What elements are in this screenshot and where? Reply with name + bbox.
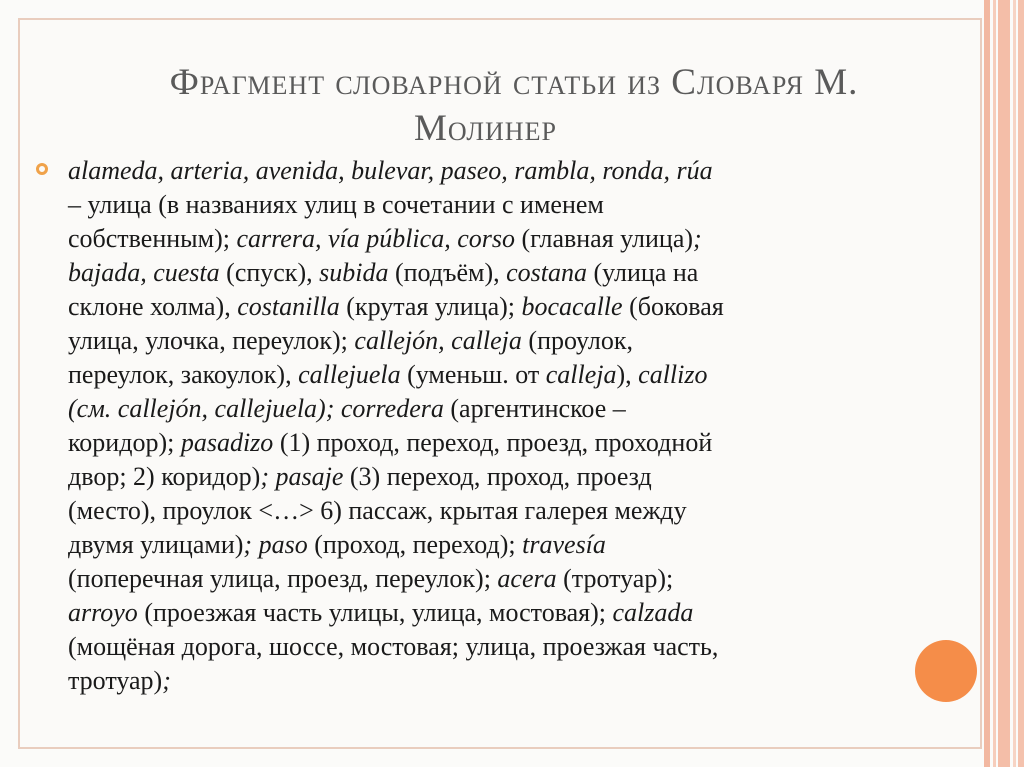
- russian-gloss: (мощёная дорога, шоссе, мостовая; улица, проезжая часть,: [68, 632, 719, 661]
- dictionary-entry-text: [68, 154, 964, 698]
- russian-gloss: (тротуар);: [556, 564, 674, 593]
- russian-gloss: (проезжая часть улицы, улица, мостовая);: [137, 598, 613, 627]
- russian-gloss: переулок, закоулок),: [68, 360, 299, 389]
- russian-gloss: улица, улочка, переулок);: [68, 326, 355, 355]
- spanish-term: ;: [162, 666, 171, 695]
- entry-line: [68, 154, 964, 188]
- entry-line: [68, 426, 964, 460]
- entry-line: [68, 664, 964, 698]
- entry-line: [68, 188, 964, 222]
- stripe: [998, 0, 1010, 767]
- entry-line: [68, 630, 964, 664]
- russian-gloss: собственным);: [68, 224, 237, 253]
- spanish-term: callizo: [638, 360, 708, 389]
- spanish-term: calleja: [545, 360, 617, 389]
- stripe: [993, 0, 996, 767]
- spanish-term: bajada, cuesta: [68, 258, 220, 287]
- entry-line: [68, 392, 964, 426]
- stripe: [1013, 0, 1016, 767]
- entry-line: [68, 494, 964, 528]
- entry-line: [68, 596, 964, 630]
- russian-gloss: тротуар): [68, 666, 163, 695]
- spanish-term: callejón, calleja: [354, 326, 522, 355]
- entry-line: [68, 256, 964, 290]
- spanish-term: ;: [693, 224, 702, 253]
- russian-gloss: (главная улица): [514, 224, 694, 253]
- entry-line: [68, 358, 964, 392]
- spanish-term: subida: [319, 258, 389, 287]
- title-line-1: Фрагмент словарной статьи из Словаря М.: [169, 62, 859, 103]
- russian-gloss: двумя улицами): [68, 530, 244, 559]
- decorative-stripes: [984, 0, 1024, 767]
- entry-line: [68, 460, 964, 494]
- russian-gloss: (подъём),: [388, 258, 507, 287]
- russian-gloss: – улица (в названиях улиц в сочетании с именем: [68, 190, 604, 219]
- russian-gloss: ),: [616, 360, 639, 389]
- spanish-term: acera: [497, 564, 557, 593]
- russian-gloss: (уменьш. от: [400, 360, 546, 389]
- spanish-term: pasadizo: [180, 428, 274, 457]
- spanish-term: callejuela: [298, 360, 401, 389]
- russian-gloss: двор; 2) коридор): [68, 462, 261, 491]
- entry-line: [68, 528, 964, 562]
- russian-gloss: (проулок,: [521, 326, 633, 355]
- slide-title: [64, 60, 964, 152]
- bullet-icon: [36, 163, 48, 175]
- entry-line: [68, 562, 964, 596]
- spanish-term: carrera, vía pública, corso: [236, 224, 515, 253]
- russian-gloss: склоне холма),: [68, 292, 238, 321]
- stripe: [984, 0, 990, 767]
- russian-gloss: (спуск),: [219, 258, 320, 287]
- russian-gloss: (боковая: [622, 292, 724, 321]
- entry-line: [68, 222, 964, 256]
- stripe: [1018, 0, 1024, 767]
- russian-gloss: (крутая улица);: [339, 292, 522, 321]
- entry-line: [68, 324, 964, 358]
- spanish-term: (см. callejón, callejuela); corredera: [68, 394, 444, 423]
- russian-gloss: (место), проулок <…> 6) пассаж, крытая галерея между: [68, 496, 687, 525]
- russian-gloss: (3) переход, проход, проезд: [343, 462, 652, 491]
- spanish-term: ; paso: [243, 530, 308, 559]
- russian-gloss: (поперечная улица, проезд, переулок);: [68, 564, 498, 593]
- orange-circle-decoration: [915, 640, 977, 702]
- title-line-2: Молинер: [414, 108, 557, 149]
- spanish-term: costana: [506, 258, 587, 287]
- spanish-term: ; pasaje: [260, 462, 344, 491]
- spanish-term: costanilla: [237, 292, 340, 321]
- spanish-term: arroyo: [68, 598, 138, 627]
- spanish-term: calzada: [612, 598, 694, 627]
- spanish-term: bocacalle: [521, 292, 623, 321]
- russian-gloss: (проход, переход);: [307, 530, 523, 559]
- russian-gloss: (улица на: [587, 258, 699, 287]
- russian-gloss: (аргентинское –: [443, 394, 626, 423]
- russian-gloss: (1) проход, переход, проезд, проходной: [273, 428, 713, 457]
- russian-gloss: коридор);: [68, 428, 181, 457]
- spanish-term: travesía: [522, 530, 606, 559]
- entry-line: [68, 290, 964, 324]
- spanish-term: alameda, arteria, avenida, bulevar, paseo, rambla, ronda, rúa: [68, 156, 713, 185]
